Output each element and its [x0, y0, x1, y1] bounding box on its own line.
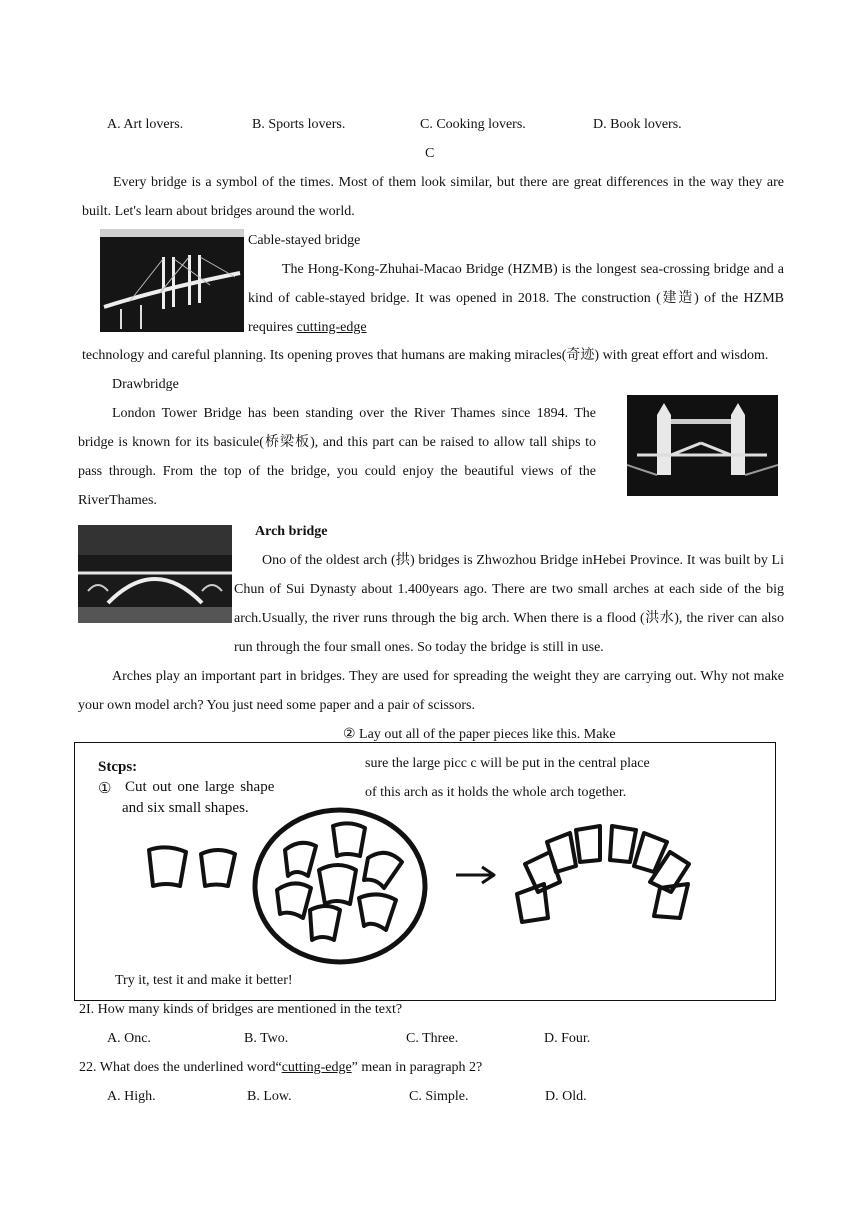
cutting-edge-underline: cutting-edge	[296, 320, 367, 335]
cable-stayed-paragraph-a: The Hong-Kong-Zhuhai-Macao Bridge (HZMB) is the longest sea-crossing bridge and a kind of cable-stayed bridge. It was opened in 2018. The construction (建造) of the HZMB requires cutting-edge	[248, 262, 784, 335]
q22-option-a: A. High.	[107, 1089, 156, 1104]
step1-line1: Cut out one large shape	[125, 779, 275, 795]
q20-option-c: C. Cooking lovers.	[420, 117, 526, 132]
q22-question: 22. What does the underlined word“cutting-edge” mean in paragraph 2?	[79, 1060, 483, 1075]
step2-line2: sure the large picc c will be put in the central place	[365, 756, 650, 771]
cable-stayed-heading: Cable-stayed bridge	[248, 233, 361, 248]
cable-stayed-bridge-photo	[100, 229, 244, 332]
tower-bridge-photo	[627, 395, 778, 496]
q22-option-b: B. Low.	[247, 1089, 292, 1104]
try-it-text: Try it, test it and make it better!	[115, 973, 293, 988]
q22-option-c: C. Simple.	[409, 1089, 469, 1104]
steps-title: Stcps:	[98, 759, 138, 775]
intro-paragraph: Every bridge is a symbol of the times. Most of them look similar, but there are great differences in the way they are built. Let's learn about bridges around the world.	[82, 175, 784, 219]
q21-option-c: C. Three.	[406, 1031, 459, 1046]
arch-bridge-heading: Arch bridge	[255, 524, 328, 539]
q21-question: 2I. How many kinds of bridges are mentioned in the text?	[79, 1002, 403, 1017]
q20-option-a: A. Art lovers.	[107, 117, 184, 132]
q21-option-a: A. Onc.	[107, 1031, 151, 1046]
q20-option-b: B. Sports lovers.	[252, 117, 346, 132]
q21-option-d: D. Four.	[544, 1031, 591, 1046]
q21-option-b: B. Two.	[244, 1031, 289, 1046]
arches-paragraph: Arches play an important part in bridges. They are used for spreading the weight they are carrying out. Why not make your own model arch? You just need some paper and a pair of scissors.	[78, 669, 784, 713]
arch-bridge-photo	[78, 525, 232, 623]
step1-number: ①	[98, 781, 112, 797]
step1-line2: and six small shapes.	[122, 800, 249, 816]
cable-stayed-paragraph-b: technology and careful planning. Its opening proves that humans are making miracles(奇迹) with great effort and wisdom.	[82, 348, 769, 363]
arch-making-diagram	[140, 800, 700, 970]
step2-line1: ② Lay out all of the paper pieces like this. Make	[343, 727, 616, 742]
small-shape-2	[201, 850, 235, 886]
arch-bridge-paragraph-a: Ono of the oldest arch (拱) bridges is Zhwozhou Bridge inHebei Province. It was built by Li Chun of Sui Dynasty about 1.400years ago. There are two small arches at each side of the big arch.Usually, the river runs through the big arch. When there is a flood (洪水), the river can also run through the four small ones. So today the bridge is still in use.	[234, 553, 784, 655]
q22-underlined-word: cutting-edge	[281, 1060, 352, 1075]
q20-option-d: D. Book lovers.	[593, 117, 682, 132]
q22-option-d: D. Old.	[545, 1089, 587, 1104]
drawbridge-heading: Drawbridge	[112, 377, 179, 392]
section-letter: C	[425, 146, 435, 161]
drawbridge-paragraph: London Tower Bridge has been standing over the River Thames since 1894. The bridge is known for its basicule(桥梁板), and this part can be raised to allow tall ships to pass through. From the top of the bridge, you could enjoy the beautiful views of the RiverThames.	[78, 406, 596, 508]
step2-line3: of this arch as it holds the whole arch together.	[365, 785, 627, 800]
small-shape-1	[149, 847, 186, 886]
